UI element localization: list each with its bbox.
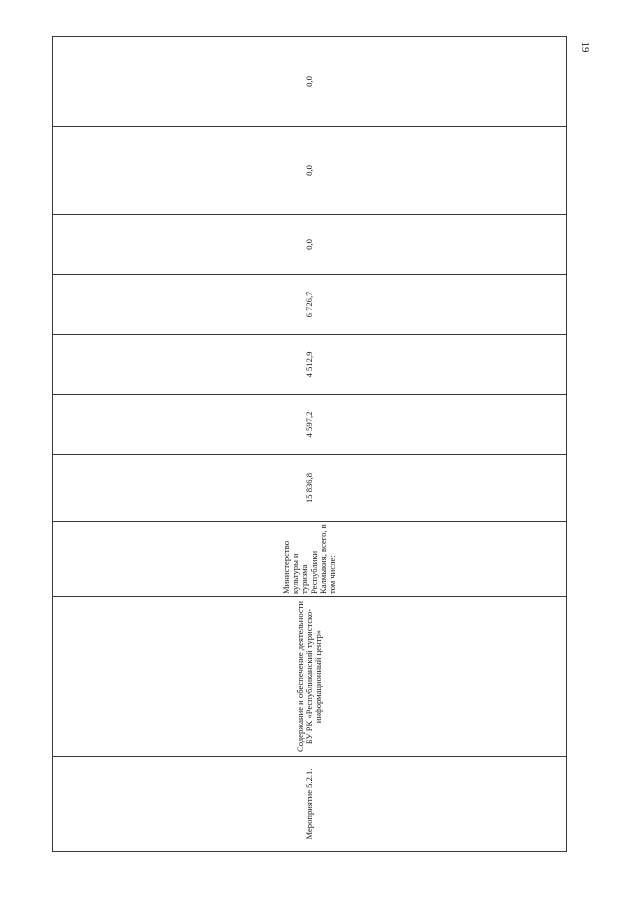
budget-table bbox=[52, 36, 567, 852]
value-cell: 4 512,9 bbox=[53, 335, 567, 395]
activity-code-cell: Мероприятие 5.2.1. bbox=[53, 757, 567, 852]
funding-source-cell: Министерство культуры и туризма Республики Калмыкия, всего, в том числе: bbox=[53, 522, 567, 597]
page-number: 19 bbox=[579, 41, 591, 53]
value-cell: 0,0 bbox=[53, 127, 567, 215]
value-cell: 6 726,7 bbox=[53, 275, 567, 335]
rotated-table-wrapper bbox=[52, 37, 567, 852]
activity-name-cell: Содержание и обеспечение деятельности БУ РК «Республиканский туристско-информационный центр» bbox=[53, 597, 567, 757]
value-cell: 0,0 bbox=[53, 215, 567, 275]
value-cell: 0,0 bbox=[53, 37, 567, 127]
table-body bbox=[53, 37, 567, 852]
value-cell: 15 836,8 bbox=[53, 455, 567, 522]
table-row bbox=[53, 37, 567, 852]
value-cell: 4 597,2 bbox=[53, 395, 567, 455]
